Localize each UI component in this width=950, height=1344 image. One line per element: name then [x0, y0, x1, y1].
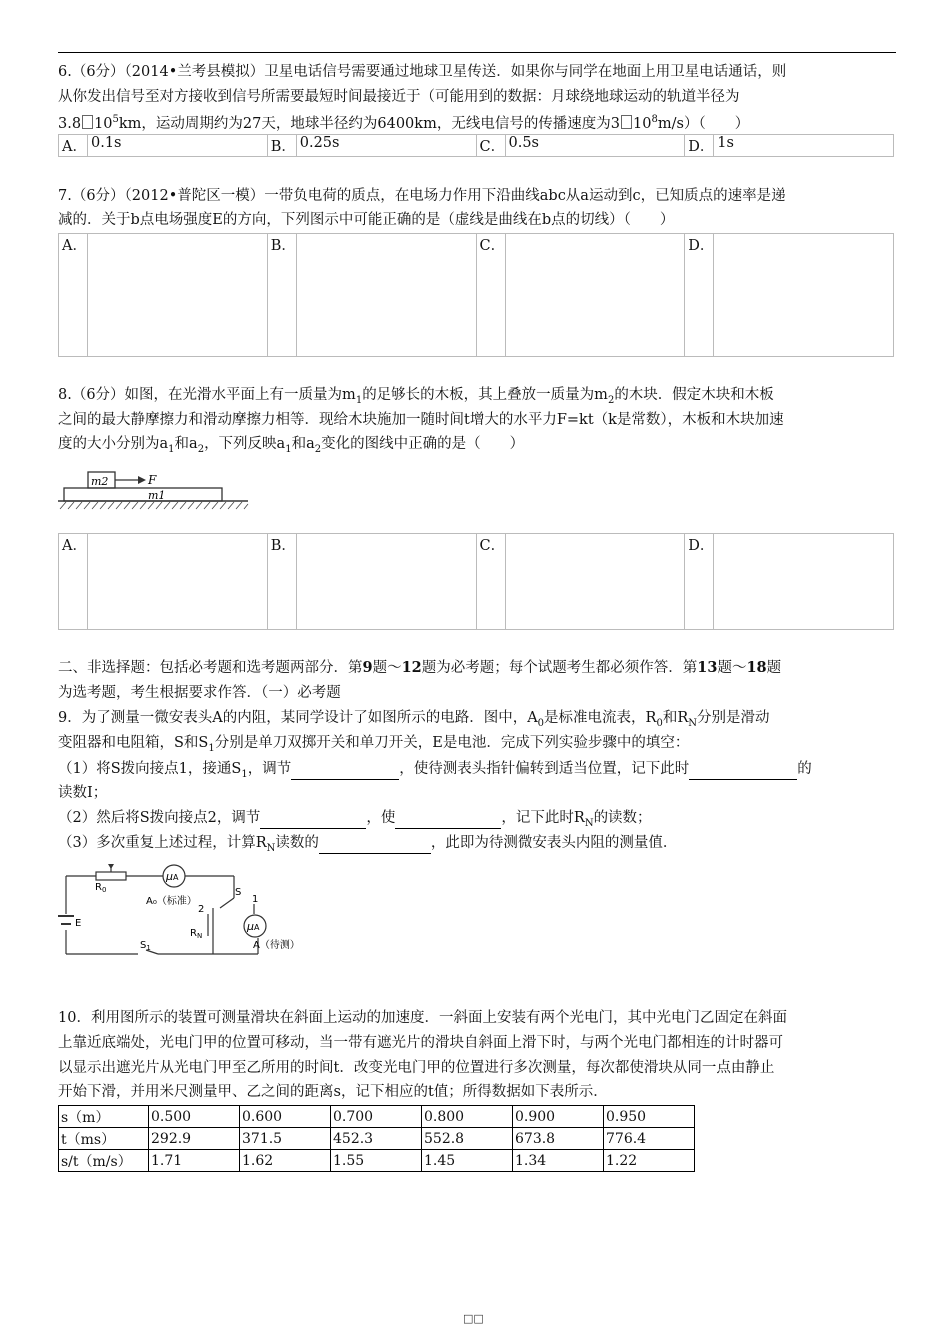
q6-num-b: 10 — [94, 115, 113, 132]
r0-label: $R_0$ — [95, 882, 107, 894]
q7-option-c-figure[interactable] — [505, 234, 685, 357]
s1-label: $S_1$ — [140, 940, 151, 952]
q10-line-3: 以显示出遮光片从光电门甲至乙所用的时间t．改变光电门甲的位置进行多次测量，每次都使滑块从同一点由静止 — [58, 1060, 775, 1076]
q7-option-d-label: D． — [685, 234, 714, 357]
missing-glyph-icon — [82, 115, 93, 129]
q6-num-c: 10 — [633, 115, 652, 132]
table-cell: 673.8 — [513, 1128, 604, 1150]
q9-blank-5[interactable] — [319, 833, 431, 854]
a-caption: A（待测） — [253, 940, 300, 951]
q6-option-b-label: B． — [267, 135, 296, 157]
q8-option-c-label: C． — [476, 534, 505, 630]
q6-exp-a: 5 — [112, 114, 119, 125]
q10-data-table — [58, 1105, 695, 1172]
q9-blank-1[interactable] — [291, 759, 399, 780]
table-cell: 1.22 — [604, 1150, 695, 1172]
q8-line-3: 度的大小分别为$a_1$和$a_2$，下列反映$a_1$和$a_2$变化的图线中正确的是（ ） — [58, 436, 525, 455]
q6-line-2: 从你发出信号至对方接收到信号所需要最短时间最接近于（可能用到的数据：月球绕地球运动的轨道半径为 — [58, 89, 740, 105]
m2-label: m2 — [91, 475, 109, 488]
contact-1-label: 1 — [252, 894, 259, 905]
table-cell: 552.8 — [422, 1128, 513, 1150]
table-cell: 1.55 — [331, 1150, 422, 1172]
m1-label: m1 — [148, 489, 166, 502]
q8-option-d-figure[interactable] — [714, 534, 894, 630]
q6-exp-b: 8 — [651, 114, 658, 125]
table-cell: 1.34 — [513, 1150, 604, 1172]
table-cell: 1.62 — [240, 1150, 331, 1172]
q8-line-1: 8.（6分）如图，在光滑水平面上有一质量为$m_1$的足够长的木板，其上叠放一质量为$m_2$的木块．假定木块和木板 — [58, 387, 774, 406]
section2-line-2: 为选考题，考生根据要求作答．（一）必考题 — [58, 685, 341, 701]
q6-option-a[interactable]: 0.1s — [88, 135, 268, 157]
q9-line-2: 变阻器和电阻箱，S和$S_1$分别是单刀双掷开关和单刀开关，E是电池．完成下列实验步骤中的填空： — [58, 735, 690, 754]
q8-option-a-label: A． — [59, 534, 88, 630]
q7-line-2: 减的．关于b点电场强度E的方向，下列图示中可能正确的是（虚线是曲线在b点的切线）（ ） — [58, 212, 675, 228]
q7-option-a-figure[interactable] — [88, 234, 268, 357]
table-row — [59, 1106, 695, 1128]
table-cell: 1.71 — [149, 1150, 240, 1172]
q6-option-c[interactable]: 0.5s — [505, 135, 685, 157]
table-cell: s（m） — [59, 1106, 149, 1128]
q10-line-2: 上靠近底端处，光电门甲的位置可移动，当一带有遮光片的滑块自斜面上滑下时，与两个光电门都相连的计时器可 — [58, 1035, 783, 1051]
q8-line-2: 之间的最大静摩擦力和滑动摩擦力相等．现给木块施加一随时间t增大的水平力F=kt（k是常数），木板和木块加速 — [58, 412, 784, 428]
q7-option-c-label: C． — [476, 234, 505, 357]
q8-options — [58, 533, 894, 630]
q9-circuit-figure — [58, 862, 318, 962]
q7-options — [58, 233, 894, 357]
force-label: F — [148, 473, 157, 487]
q9-line-4: 读数I； — [58, 785, 108, 801]
table-cell: 0.500 — [149, 1106, 240, 1128]
q9-line-3: （1）将S拨向接点1，接通$S_1$，调节 ，使待测表头指针偏转到适当位置，记下此时 的 — [58, 761, 812, 780]
q6-option-d[interactable]: 1s — [714, 135, 894, 157]
header-rule — [58, 52, 896, 53]
table-cell: 292.9 — [149, 1128, 240, 1150]
table-cell: 0.900 — [513, 1106, 604, 1128]
table-cell: s/t（m/s） — [59, 1150, 149, 1172]
q6-line-3 — [58, 110, 892, 134]
q8-block-figure — [58, 463, 253, 515]
e-label: E — [75, 918, 82, 929]
q6-option-d-label: D． — [685, 135, 714, 157]
q9-blank-2[interactable] — [689, 759, 797, 780]
table-cell: 0.600 — [240, 1106, 331, 1128]
table-cell: 0.700 — [331, 1106, 422, 1128]
q6-options — [58, 134, 894, 157]
table-cell: 371.5 — [240, 1128, 331, 1150]
q6-line-1: 6.（6分）（2014•兰考县模拟）卫星电话信号需要通过地球卫星传送．如果你与同学在地面上用卫星电话通话，则 — [58, 64, 787, 80]
q8-option-b-figure[interactable] — [296, 534, 476, 630]
q10-line-4: 开始下滑，并用米尺测量甲、乙之间的距离s，记下相应的t值；所得数据如下表所示． — [58, 1084, 608, 1100]
table-cell: 452.3 — [331, 1128, 422, 1150]
q9-line-5: （2）然后将S拨向接点2，调节 ，使 ，记下此时$R_N$的读数； — [58, 810, 652, 829]
missing-glyph-icon — [621, 115, 632, 129]
q6-text-mid: km，运动周期约为27天，地球半径约为6400km，无线电信号的传播速度为3 — [118, 115, 621, 132]
table-cell: 0.800 — [422, 1106, 513, 1128]
a0-mu-label: μA — [166, 870, 179, 883]
table-cell: 776.4 — [604, 1128, 695, 1150]
q10-line-1: 10．利用图所示的装置可测量滑块在斜面上运动的加速度．一斜面上安装有两个光电门，其中光电门乙固定在斜面 — [58, 1010, 787, 1026]
q7-option-b-figure[interactable] — [296, 234, 476, 357]
table-row — [59, 1128, 695, 1150]
a-mu-label: μA — [247, 920, 260, 933]
q8-option-c-figure[interactable] — [505, 534, 685, 630]
table-cell: t（ms） — [59, 1128, 149, 1150]
q7-line-1: 7.（6分）（2012•普陀区一模）一带负电荷的质点，在电场力作用下沿曲线abc从a运动到c，已知质点的速率是递 — [58, 188, 786, 204]
section2-line-1: 二、非选择题：包括必考题和选考题两部分．第9题～12题为必考题；每个试题考生都必须作答．第13题～18题 — [58, 659, 782, 676]
q6-option-c-label: C． — [476, 135, 505, 157]
s-label: S — [235, 887, 242, 898]
a0-caption: A₀（标准） — [146, 896, 197, 907]
page-number: □□ — [463, 1312, 484, 1325]
q7-option-a-label: A． — [59, 234, 88, 357]
q6-num-a: 3.8 — [58, 115, 82, 132]
q6-option-b[interactable]: 0.25s — [296, 135, 476, 157]
q9-blank-4[interactable] — [395, 808, 501, 829]
q8-option-d-label: D． — [685, 534, 714, 630]
q6-text-end: m/s）（ ） — [657, 115, 750, 132]
table-row — [59, 1150, 695, 1172]
table-cell: 0.950 — [604, 1106, 695, 1128]
q6-option-a-label: A． — [59, 135, 88, 157]
q9-line-1: 9．为了测量一微安表头A的内阻，某同学设计了如图所示的电路．图中，$A_0$是标准电流表，$R_0$和$R_N$分别是滑动 — [58, 710, 770, 729]
q7-option-b-label: B． — [267, 234, 296, 357]
q8-option-b-label: B． — [267, 534, 296, 630]
q9-blank-3[interactable] — [260, 808, 366, 829]
rn-label: $R_N$ — [190, 928, 203, 940]
contact-2-label: 2 — [198, 904, 205, 915]
q9-line-6: （3）多次重复上述过程，计算$R_N$读数的 ，此即为待测微安表头内阻的测量值． — [58, 835, 678, 854]
table-cell: 1.45 — [422, 1150, 513, 1172]
q8-option-a-figure[interactable] — [88, 534, 268, 630]
q7-option-d-figure[interactable] — [714, 234, 894, 357]
